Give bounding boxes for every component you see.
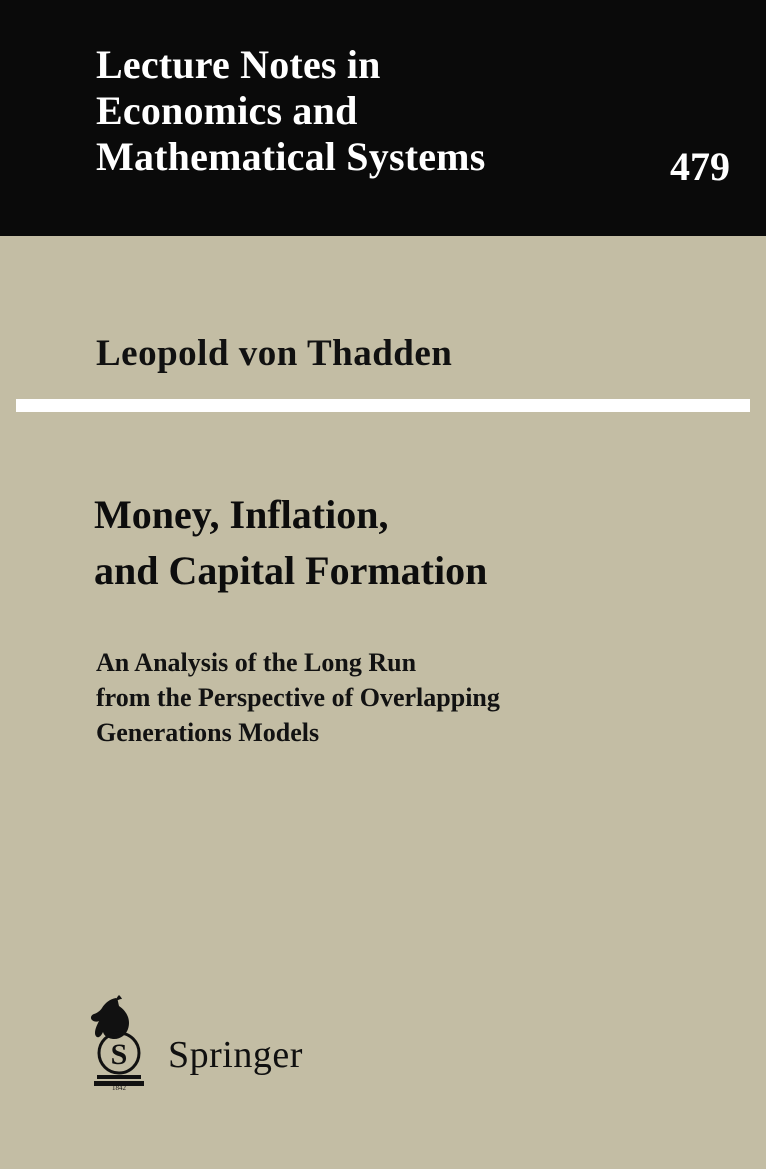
book-title-line-2: and Capital Formation	[94, 548, 488, 593]
series-volume-number: 479	[670, 144, 730, 189]
book-subtitle	[96, 645, 696, 750]
book-subtitle-line-2: from the Perspective of Overlapping	[96, 683, 500, 712]
book-subtitle-line-3: Generations Models	[96, 718, 320, 747]
publisher-block	[86, 995, 303, 1091]
book-title	[94, 487, 694, 599]
svg-text:S: S	[110, 1038, 128, 1071]
book-title-line-1: Money, Inflation,	[94, 492, 389, 537]
book-subtitle-line-1: An Analysis of the Long Run	[96, 648, 417, 677]
horizontal-rule	[16, 399, 750, 412]
series-title	[96, 42, 616, 180]
series-band	[0, 0, 766, 236]
series-title-line-3: Mathematical Systems	[96, 134, 486, 179]
svg-text:1842: 1842	[112, 1084, 126, 1091]
series-title-line-1: Lecture Notes in	[96, 42, 381, 87]
author-name: Leopold von Thadden	[96, 333, 453, 374]
springer-knight-logo-icon	[86, 995, 152, 1091]
series-title-line-2: Economics and	[96, 88, 358, 133]
publisher-name: Springer	[168, 1034, 303, 1076]
